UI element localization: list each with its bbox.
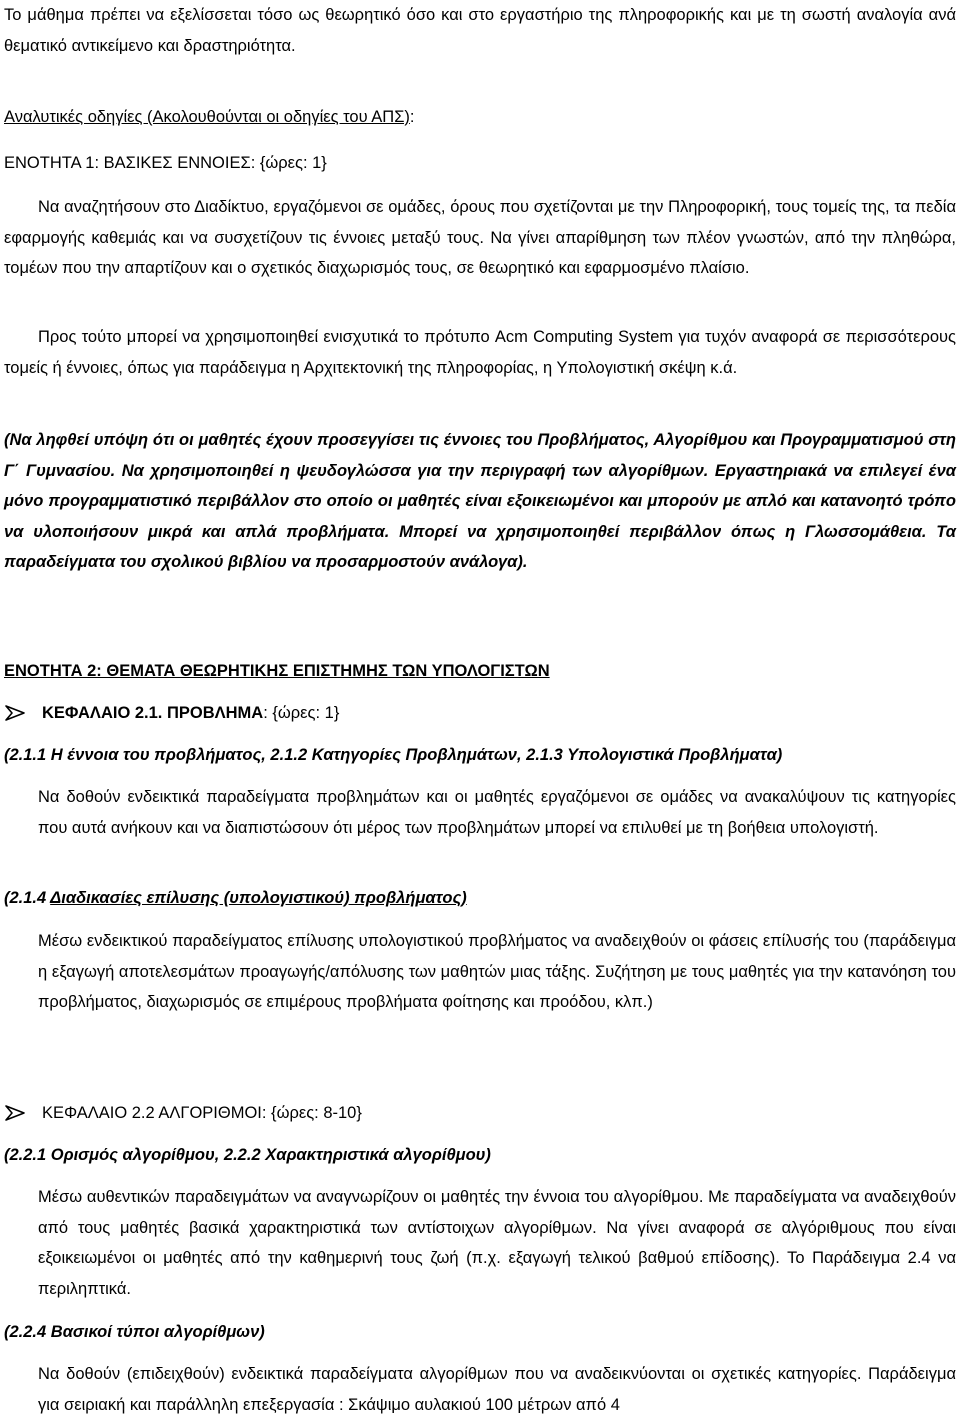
intro-paragraph: Το μάθημα πρέπει να εξελίσσεται τόσο ως θεωρητικό όσο και στο εργαστήριο της πληροφορικής και με τη σωστή αναλογία ανά θεματικό αντικείμενο και δραστηριότητα. (4, 6, 956, 55)
section-2-2-4-text: Να δοθούν (επιδειχθούν) ενδεικτικά παραδείγματα αλγορίθμων που να αναδεικνύονται οι σχετικές κατηγορίες. Παράδειγμα για σειριακή και παράλληλη επεξεργασία : Σκάψιμο αυλακιού 100 μέτρων από 4 (38, 1365, 956, 1414)
chapter-2-1-bullet (4, 698, 339, 728)
section-2-1-4-number: (2.1.4 (4, 889, 51, 907)
section-2-1-4-text: Μέσω ενδεικτικού παραδείγματος επίλυσης υπολογιστικού προβλήματος να αναδειχθούν οι φάσεις επίλυσής του (παράδειγμα η εξαγωγή αποτελεσμάτων προαγωγής/απόλυσης των μαθητών μιας τάξης. Συζήτηση με τους μαθητές για την κατανόηση του προβλήματος, διαχωρισμός σε επιμέρους προβλήματα φοίτησης και προόδου, κλπ.) (38, 932, 956, 1011)
section-2-1-1-heading: (2.1.1 Η έννοια του προβλήματος, 2.1.2 Κατηγορίες Προβλημάτων, 2.1.3 Υπολογιστικά Προβλήματα) (4, 746, 783, 764)
chapter-2-2-hours: : {ώρες: 8-10} (261, 1104, 362, 1122)
section-2-1-4-heading (4, 883, 956, 914)
chapter-2-2-title-line (42, 1098, 362, 1128)
arrowhead-bullet-icon (4, 1105, 26, 1121)
section-2-1-1-text: Να δοθούν ενδεικτικά παραδείγματα προβλημάτων και οι μαθητές εργαζόμενοι σε ομάδες να ανακαλύψουν τις κατηγορίες που αυτά ανήκουν και να διαπιστώσουν ότι μέρος των προβλημάτων μπορεί να επιλυθεί με τη βοήθεια υπολογιστή. (38, 788, 956, 837)
unit1-paragraph-2: Προς τούτο μπορεί να χρησιμοποιηθεί ενισχυτικά το πρότυπο Acm Computing System για τυχόν αναφορά σε περισσότερους τομείς ή έννοιες, όπως για παράδειγμα η Αρχιτεκτονική της πληροφορίας, η Υπολογιστική σκέψη κ.ά. (4, 328, 956, 377)
section-2-2-1-text: Μέσω αυθεντικών παραδειγμάτων να αναγνωρίζουν οι μαθητές την έννοια του αλγορίθμου. Με παραδείγματα να αναδειχθούν από τους μαθητές βασικά χαρακτηριστικά των αντίστοιχων αλγορίθμων. Να γίνει αναφορά σε αλγόριθμους που είναι εξοικειωμένοι οι μαθητές από την καθημερινή τους ζωή (π.χ. εξαγωγή τελικού βαθμού επίδοσης). Το Παράδειγμα 2.4 να περιληπτικά. (38, 1188, 956, 1298)
unit1-heading (4, 148, 956, 179)
guidelines-heading-text: Αναλυτικές οδηγίες (Ακολουθούνται οι οδηγίες του ΑΠΣ) (4, 108, 410, 126)
unit1-note: (Να ληφθεί υπόψη ότι οι μαθητές έχουν προσεγγίσει τις έννοιες του Προβλήματος, Αλγορίθμου και Προγραμματισμού στη Γ΄ Γυμνασίου. Να χρησιμοποιηθεί η ψευδογλώσσα για την περιγραφή των αλγορίθμων. Εργαστηριακά να επιλεγεί ένα μόνο προγραμματιστικό περιβάλλον στο οποίο οι μαθητές είναι εξοικειωμένοι και μπορούν με απλό και κατανοητό τρόπο να υλοποιήσουν μικρά και απλά προβλήματα. Μπορεί να χρησιμοποιηθεί περιβάλλον όπως η Γλωσσομάθεια. Τα παραδείγματα του σχολικού βιβλίου να προσαρμοστούν ανάλογα). (4, 431, 956, 571)
unit1-heading-text: ΕΝΟΤΗΤΑ 1: ΒΑΣΙΚΕΣ ΕΝΝΟΙΕΣ (4, 154, 251, 172)
section-2-2-1-heading: (2.2.1 Ορισμός αλγορίθμου, 2.2.2 Χαρακτηριστικά αλγορίθμου) (4, 1146, 491, 1164)
section-2-2-4-heading: (2.2.4 Βασικοί τύποι αλγορίθμων) (4, 1323, 265, 1341)
chapter-2-2-title: ΚΕΦΑΛΑΙΟ 2.2 ΑΛΓΟΡΙΘΜΟΙ (42, 1104, 262, 1122)
unit2-heading: ΕΝΟΤΗΤΑ 2: ΘΕΜΑΤΑ ΘΕΩΡΗΤΙΚΗΣ ΕΠΙΣΤΗΜΗΣ ΤΩΝ ΥΠΟΛΟΓΙΣΤΩΝ (4, 662, 550, 680)
chapter-2-1-title: ΚΕΦΑΛΑΙΟ 2.1. ΠΡΟΒΛΗΜΑ (42, 704, 264, 722)
unit1-hours: : {ώρες: 1} (250, 154, 327, 172)
chapter-2-1-title-line (42, 698, 339, 728)
guidelines-heading-colon: : (409, 108, 415, 126)
guidelines-heading (4, 102, 956, 133)
chapter-2-2-bullet (4, 1098, 362, 1128)
arrowhead-bullet-icon (4, 705, 26, 721)
chapter-2-1-hours: : {ώρες: 1} (263, 704, 340, 722)
section-2-1-4-title: Διαδικασίες επίλυσης (υπολογιστικού) προβλήματος) (50, 889, 467, 907)
unit1-paragraph-1: Να αναζητήσουν στο Διαδίκτυο, εργαζόμενοι σε ομάδες, όρους που σχετίζονται με την Πληροφορική, τους τομείς της, τα πεδία εφαρμογής καθεμιάς και να συσχετίζουν τις έννοιες μεταξύ τους. Να γίνει απαρίθμηση των πλέον γνωστών, από την πληθώρα, τομέων που την απαρτίζουν και ο σχετικός διαχωρισμός τους, σε θεωρητικό και εφαρμοσμένο πλαίσιο. (4, 198, 956, 277)
